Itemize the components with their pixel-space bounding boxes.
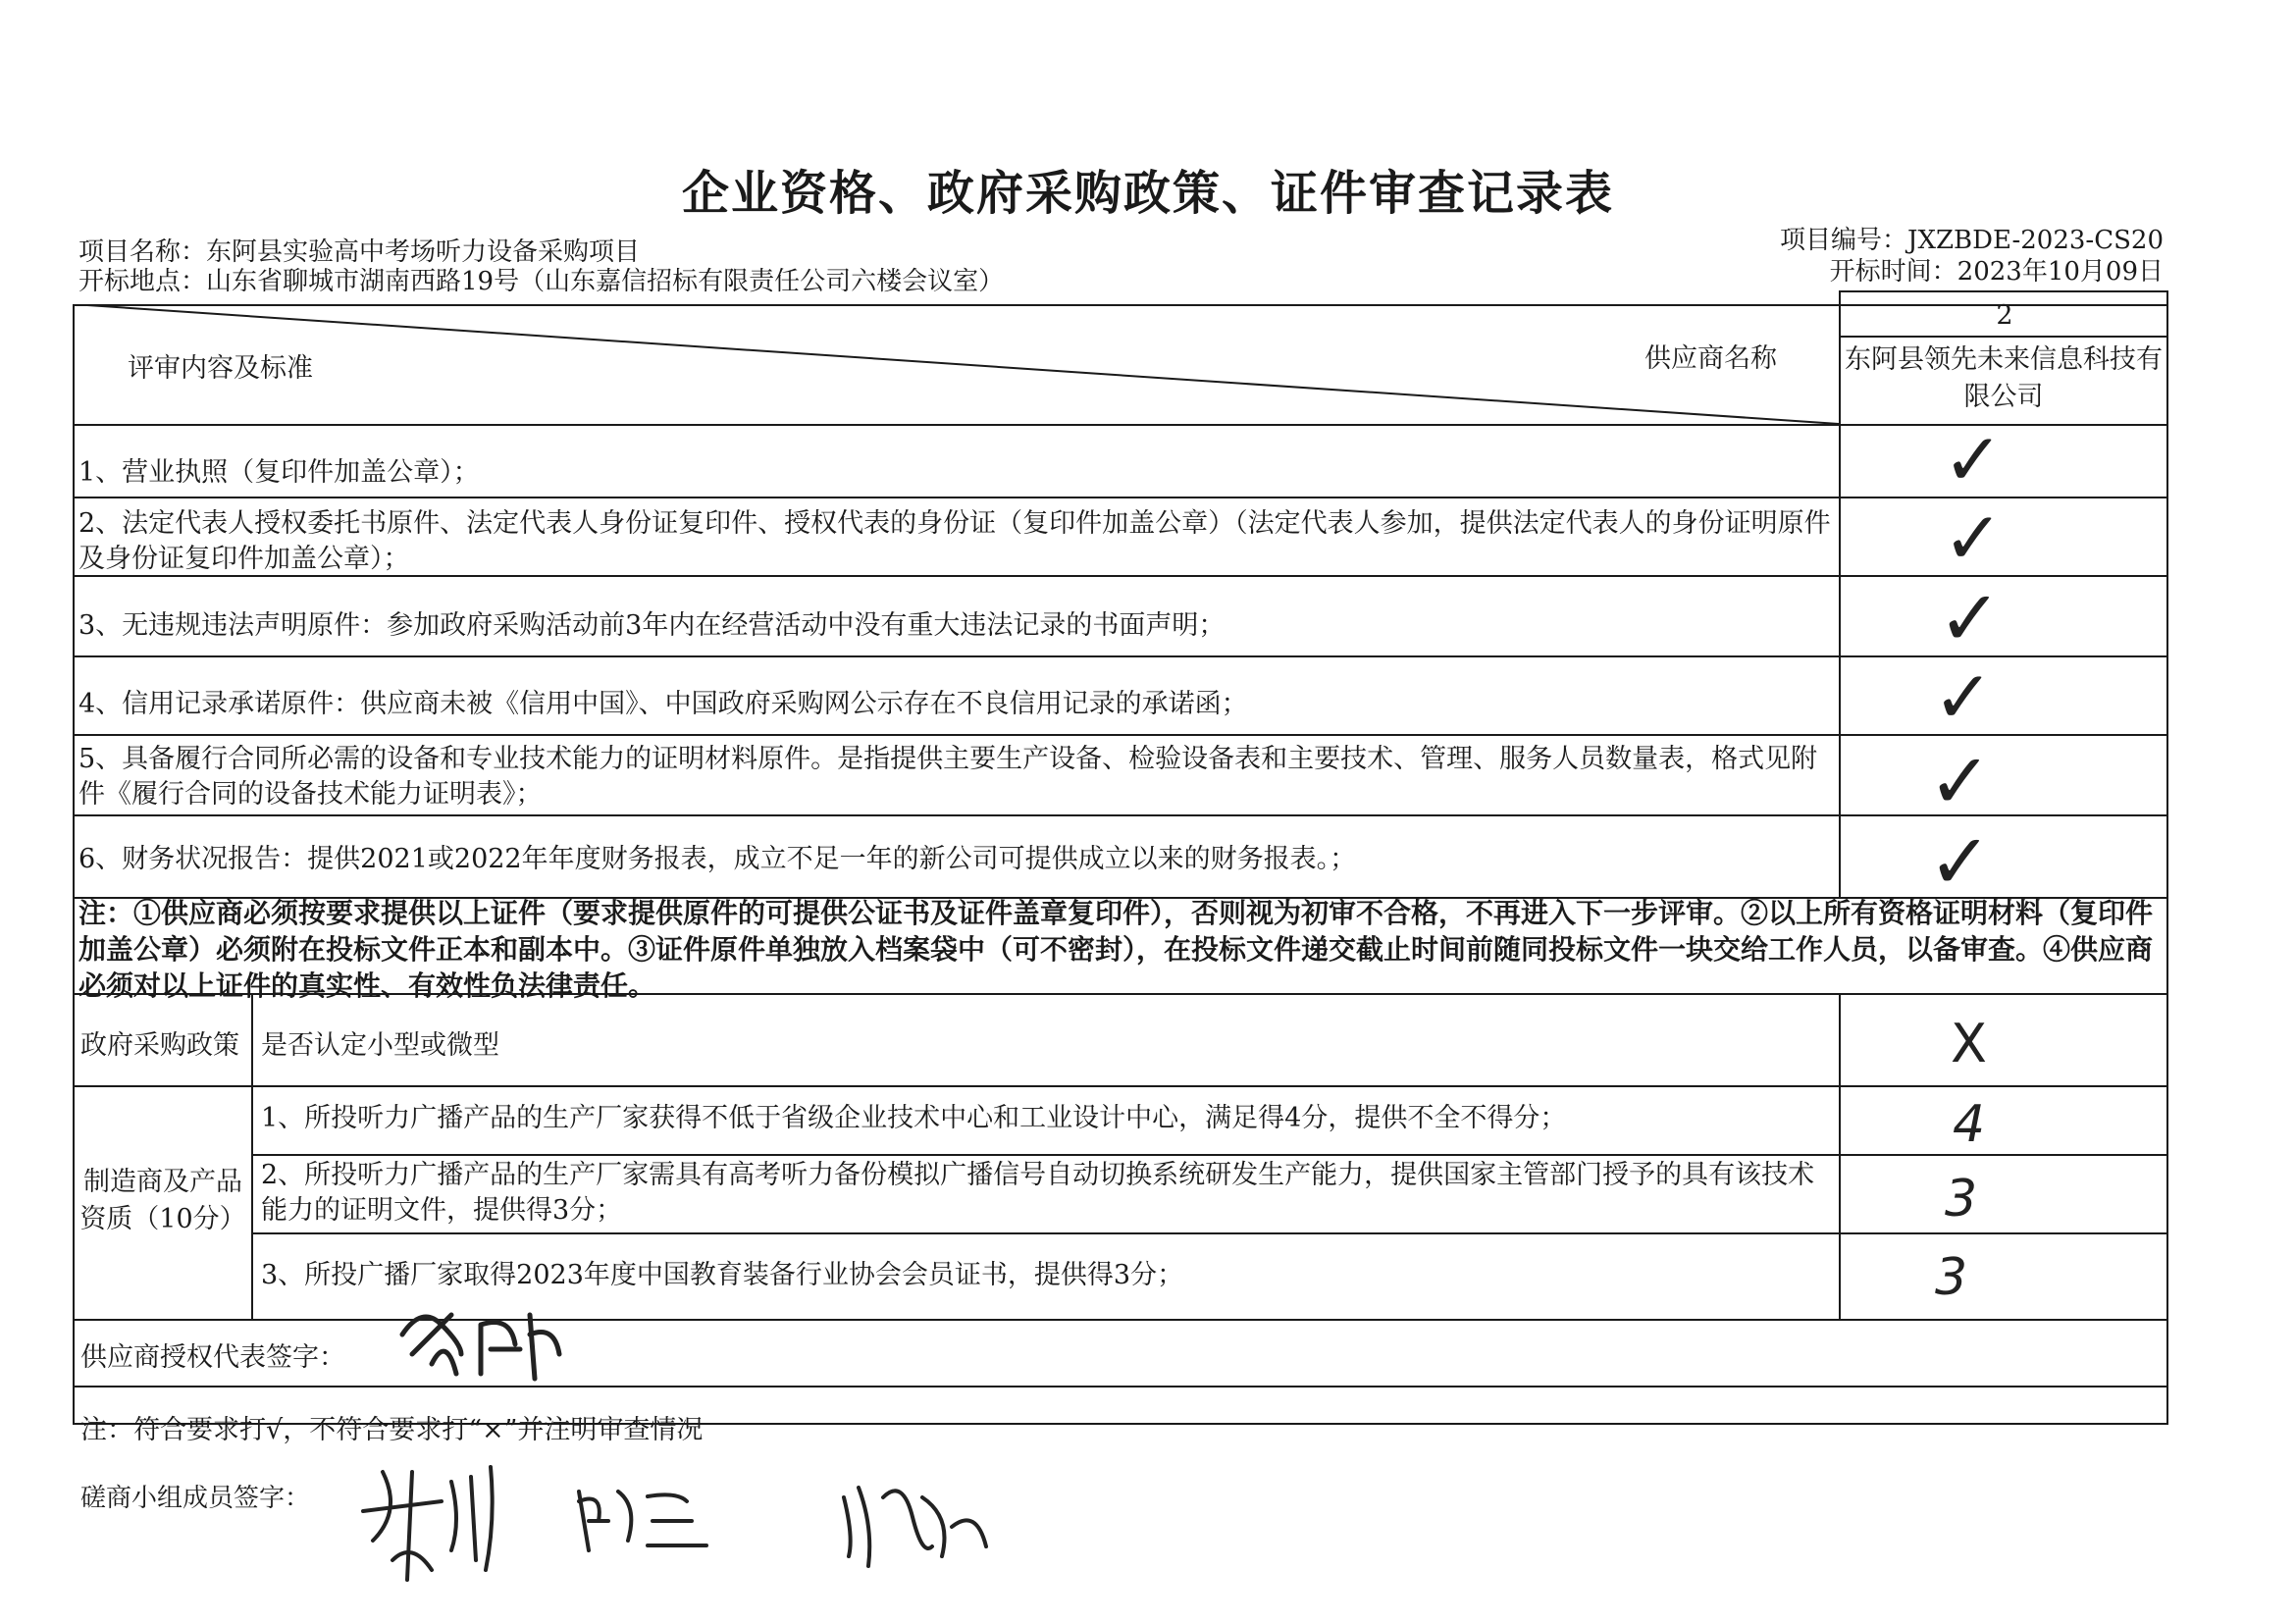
requirements-note: 注：①供应商必须按要求提供以上证件（要求提供原件的可提供公证书及证件盖章复印件），否则视为初审不合格，不再进入下一步评审。②以上所有资格证明材料（复印件加盖公章）必须附在投标文件正本和副本中。③证件原件单独放入档案袋中（可不密封），在投标文件递交截止时间前随同投标文件一块交给工作人员，以备审查。④供应商必须对以上证件的真实性、有效性负法律责任。 [78,897,2154,1002]
score-row-2: 3 [1945,1170,1978,1229]
project-name: 项目名称：东阿县实验高中考场听力设备采购项目 [78,237,641,267]
check-mark-6: ✓ [1928,818,1993,907]
panel-signature-3 [824,1458,1001,1576]
policy-label: 政府采购政策 [80,1030,239,1061]
criteria-row-1: 1、营业执照（复印件加盖公章）； [78,457,480,488]
manufacturer-label: 制造商及产品资质（10分） [79,1167,246,1234]
panel-signature-1 [353,1452,520,1590]
bid-location: 开标地点：山东省聊城市湖南西路19号（山东嘉信招标有限责任公司六楼会议室） [78,267,1005,296]
panel-signature-2 [559,1462,726,1570]
policy-question: 是否认定小型或微型 [261,1030,499,1061]
manufacturer-row-2: 2、所投听力广播产品的生产厂家需具有高考听力备份模拟广播信号自动切换系统研发生产能力，提供国家主管部门授予的具有该技术能力的证明文件，提供得3分； [261,1160,1815,1226]
criteria-row-5: 5、具备履行合同所必需的设备和专业技术能力的证明材料原件。是指提供主要生产设备、检验设备表和主要技术、管理、服务人员数量表，格式见附件《履行合同的设备技术能力证明表》； [78,744,1818,810]
panel-signature-label: 磋商小组成员签字： [80,1484,311,1513]
header-diagonal [73,304,1841,426]
supplier-header: 供应商名称 [1644,343,1777,374]
page-title: 企业资格、政府采购政策、证件审查记录表 [681,166,1614,221]
manufacturer-row-3: 3、所投广播厂家取得2023年度中国教育装备行业协会会员证书，提供得3分； [261,1260,1184,1290]
criteria-row-4: 4、信用记录承诺原件：供应商未被《信用中国》、中国政府采购网公示存在不良信用记录的承诺函； [78,689,1248,719]
policy-result: X [1951,1013,1987,1074]
supplier-number: 2 [1996,300,2013,331]
check-mark-1: ✓ [1943,418,2005,502]
check-mark-2: ✓ [1943,497,2005,581]
supplier-name: 东阿县领先未来信息科技有限公司 [1845,344,2163,412]
check-mark-3: ✓ [1938,575,2003,663]
project-code: 项目编号：JXZBDE-2023-CS20 [1780,226,2164,255]
criteria-row-3: 3、无违规违法声明原件：参加政府采购活动前3年内在经营活动中没有重大违法记录的书面声明； [78,610,1226,641]
criteria-header: 评审内容及标准 [128,353,313,384]
check-mark-5: ✓ [1928,738,1993,826]
score-row-3: 3 [1935,1248,1968,1307]
rep-signature-label: 供应商授权代表签字： [80,1342,345,1373]
footer-note: 注：符合要求打√，不符合要求打“×”并注明审查情况 [80,1415,704,1445]
check-mark-4: ✓ [1933,655,1995,740]
criteria-row-6: 6、财务状况报告：提供2021或2022年年度财务报表，成立不足一年的新公司可提供成立以来的财务报表。； [78,844,1357,874]
bid-open-time: 开标时间：2023年10月09日 [1829,257,2164,287]
score-row-1: 4 [1953,1095,1986,1154]
rep-signature [392,1295,569,1384]
criteria-row-2: 2、法定代表人授权委托书原件、法定代表人身份证复印件、授权代表的身份证（复印件加盖公章）（法定代表人参加，提供法定代表人的身份证明原件及身份证复印件加盖公章）； [78,508,1831,574]
manufacturer-row-1: 1、所投听力广播产品的生产厂家获得不低于省级企业技术中心和工业设计中心，满足得4分，提供不全不得分； [261,1103,1567,1133]
